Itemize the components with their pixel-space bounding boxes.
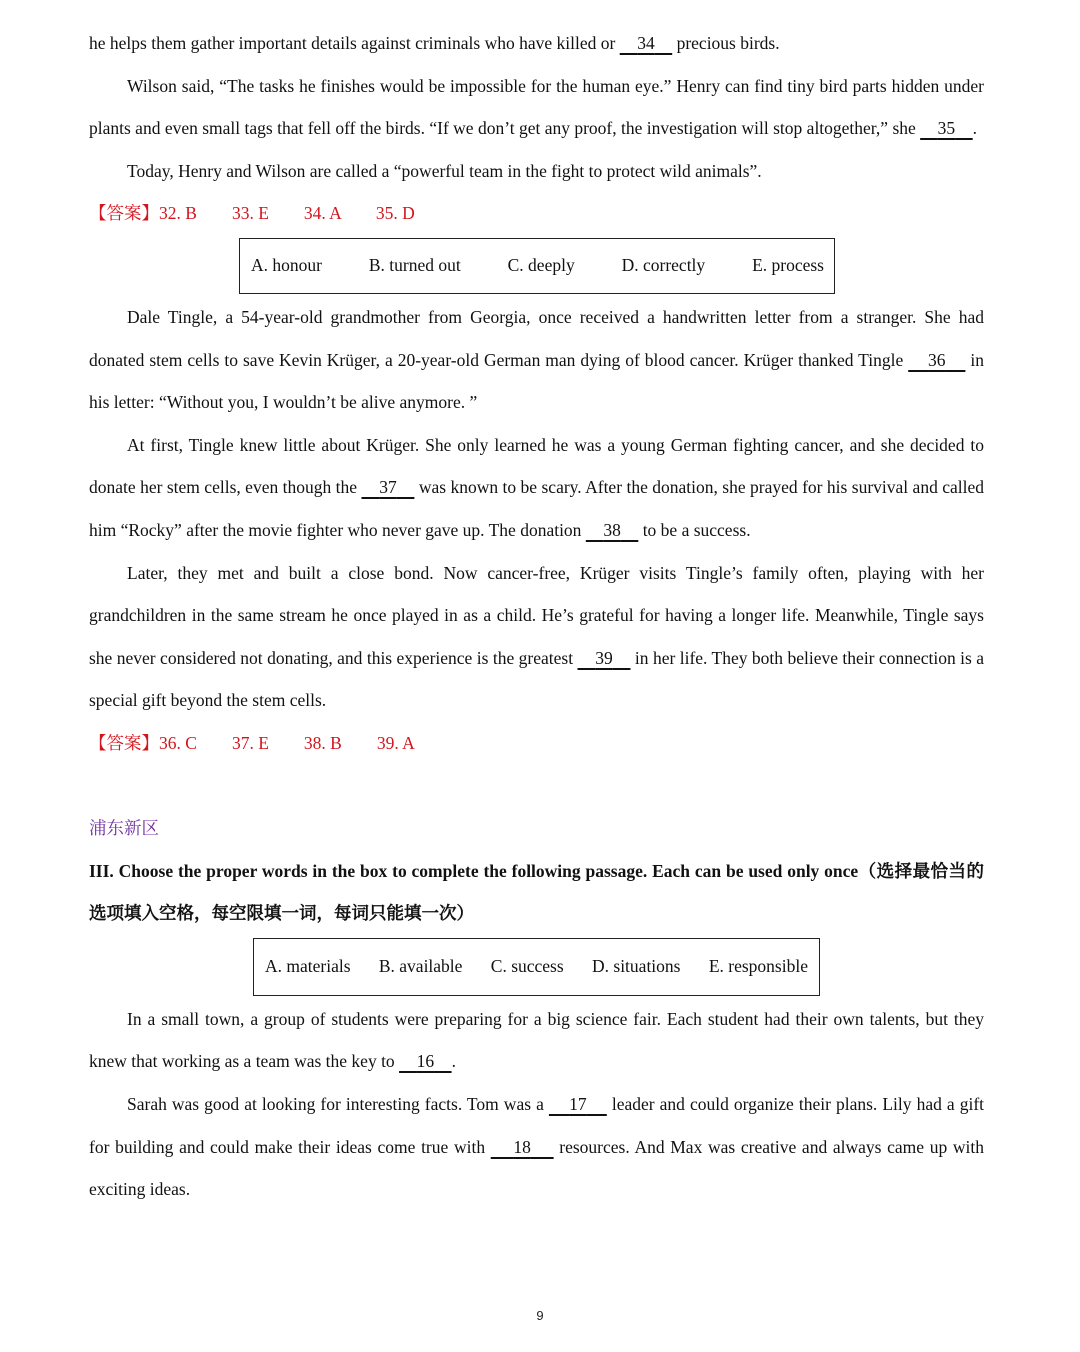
word-option: D. correctly bbox=[621, 255, 706, 276]
blank-number: 36 bbox=[928, 349, 946, 370]
passage-line bbox=[89, 22, 984, 65]
word-option: B. turned out bbox=[368, 255, 461, 276]
blank-34 bbox=[620, 33, 673, 53]
page-number: 9 bbox=[536, 1308, 544, 1323]
blank-38 bbox=[586, 520, 639, 540]
text-run: Sarah was good at looking for interesting facts. Tom was a bbox=[127, 1094, 549, 1115]
text-run: At first, Tingle knew little about Krüger. She only learned he was a young German fighting cancer, and she decided to donate her stem cells, even though the bbox=[89, 434, 984, 498]
blank-39 bbox=[578, 648, 631, 668]
section-heading: III. Choose the proper words in the box to complete the following passage. Each can be used only once（选择最恰当的选项填入空格，每空限填一词，每词只能填一次） bbox=[89, 860, 984, 924]
word-box bbox=[239, 238, 835, 294]
word-option: E. process bbox=[752, 255, 824, 276]
word-option: B. available bbox=[378, 956, 463, 977]
blank-18 bbox=[491, 1137, 554, 1157]
text-run: Wilson said, “The tasks he finishes would be impossible for the human eye.” Henry can find tiny bird parts hidden under plants and even small tags that fell off the birds. “If we don’t get any proof, the investigation will stop altogether,” she bbox=[89, 75, 984, 139]
word-option: D. situations bbox=[592, 956, 681, 977]
word-option: C. deeply bbox=[507, 255, 575, 276]
answer-item: 37. E bbox=[231, 732, 269, 753]
text-run: . bbox=[451, 1051, 456, 1072]
answer-item: 36. C bbox=[159, 732, 197, 753]
blank-number: 17 bbox=[569, 1094, 587, 1115]
paragraph bbox=[89, 998, 984, 1083]
blank-35 bbox=[920, 118, 973, 138]
paragraph: Today, Henry and Wilson are called a “powerful team in the fight to protect wild animals”. bbox=[127, 160, 762, 181]
blank-number: 35 bbox=[937, 118, 956, 139]
word-option: A. honour bbox=[251, 255, 322, 276]
blank-number: 34 bbox=[637, 33, 655, 53]
text-run: was known to be scary. After the donation, she prayed for his survival and called him “Rocky” after the movie fighter who never gave up. The donation bbox=[89, 477, 985, 540]
text-run: to be a success. bbox=[638, 519, 751, 540]
text-run: in his letter: “Without you, I wouldn’t be alive anymore. ” bbox=[89, 349, 984, 413]
blank-17 bbox=[549, 1094, 607, 1114]
answer-item: 39. A bbox=[376, 732, 415, 753]
word-box bbox=[253, 938, 820, 996]
blank-16 bbox=[399, 1051, 452, 1071]
answer-item: 34. A bbox=[303, 203, 341, 224]
paragraph bbox=[89, 65, 984, 150]
paragraph bbox=[89, 552, 984, 722]
blank-number: 16 bbox=[416, 1051, 435, 1072]
text-run: resources. And Max was creative and always came up with exciting ideas. bbox=[89, 1136, 984, 1200]
document-page bbox=[89, 22, 984, 1211]
text-run: . bbox=[972, 118, 978, 139]
answer-item: 38. B bbox=[303, 732, 342, 753]
paragraph bbox=[89, 424, 984, 552]
blank-number: 37 bbox=[379, 477, 397, 498]
text-run: he helps them gather important details against criminals who have killed or bbox=[89, 33, 620, 53]
answer-item: 32. B bbox=[159, 203, 197, 224]
answer-label: 【答案】 bbox=[89, 732, 159, 753]
answer-item: 33. E bbox=[231, 203, 269, 224]
spacer bbox=[89, 765, 984, 808]
blank-37 bbox=[361, 477, 414, 497]
text-run: Dale Tingle, a 54-year-old grandmother from Georgia, once received a handwritten letter from a stranger. She had donated stem cells to save Kevin Krüger, a 20-year-old German man dying of blood cancer. Krüger thanked Tingle bbox=[89, 306, 984, 370]
text-run: precious birds. bbox=[672, 33, 780, 53]
word-option: E. responsible bbox=[708, 956, 808, 977]
text-run: leader and could organize their plans. Lily had a gift for building and could make their ideas come true with bbox=[89, 1094, 985, 1157]
word-option: A. materials bbox=[265, 956, 351, 977]
blank-number: 39 bbox=[595, 647, 613, 668]
blank-number: 38 bbox=[603, 519, 621, 540]
blank-number: 18 bbox=[513, 1136, 531, 1157]
answer-label: 【答案】 bbox=[89, 203, 159, 224]
text-run: In a small town, a group of students were preparing for a big science fair. Each student had their own talents, but they knew that working as a team was the key to bbox=[89, 1008, 984, 1072]
answer-line bbox=[89, 722, 984, 765]
text-run: Later, they met and built a close bond. Now cancer-free, Krüger visits Tingle’s family often, playing with her grandchildren in the same stream he once played in as a child. He’s grateful for having a longer life. Meanwhile, Tingle says she never considered not donating, and this experience is the greatest bbox=[89, 562, 984, 668]
paragraph bbox=[89, 1083, 984, 1211]
blank-36 bbox=[908, 350, 965, 370]
region-title: 浦东新区 bbox=[89, 818, 159, 839]
text-run: in her life. They both believe their connection is a special gift beyond the stem cells. bbox=[89, 647, 985, 711]
paragraph bbox=[89, 296, 984, 424]
answer-item: 35. D bbox=[375, 203, 415, 224]
answer-line bbox=[89, 192, 984, 235]
word-option: C. success bbox=[490, 956, 564, 977]
